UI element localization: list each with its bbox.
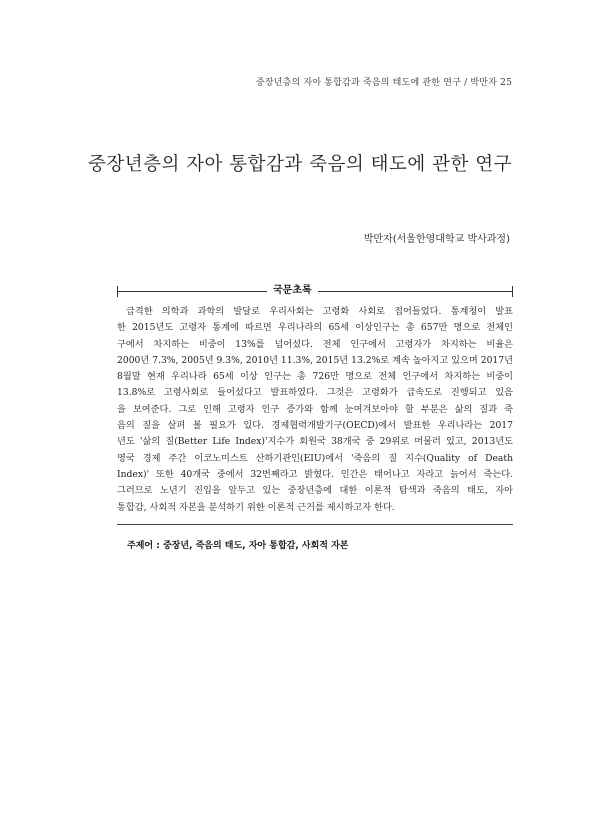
abstract-line: Index)' 또한 40개국 중에서 32번째라고 밝혔다. 인간은 태어나고 자라고 늙어서 죽는다. [117,468,513,480]
abstract-line: 년도 '삶의 질(Better Life Index)'지수가 회원국 38개국 중 29위로 머물러 있고, 2013년도 [117,436,513,448]
abstract-line: 을 보여준다. 그로 인해 고령자 인구 증가와 함께 눈여겨보아야 할 부분은 삶의 질과 죽 [117,403,513,415]
abstract-line: 2000년 7.3%, 2005년 9.3%, 2010년 11.3%, 2015년 13.2%로 계속 높아지고 있으며 2017년 [117,354,513,366]
abstract-rule-right-tick [512,286,513,297]
paper-title: 중장년층의 자아 통합감과 죽음의 태도에 관한 연구 [87,154,513,175]
abstract-line: 한 2015년도 고령자 통계에 따르면 우리나라의 65세 이상인구는 총 657만 명으로 전체인 [117,322,513,334]
abstract-heading: 국문초록 [267,283,318,299]
abstract-line: 음의 질을 살펴 볼 필요가 있다. 경제협력개발기구(OECD)에서 발표한 우리나라는 2017 [117,420,513,432]
running-header: 중장년층의 자아 통합감과 죽음의 태도에 관한 연구 / 박만자 25 [255,78,512,88]
abstract-line: 13.8%로 고령사회로 들어섰다고 발표하였다. 그것은 고령화가 급속도로 진행되고 있음 [117,387,513,399]
abstract-line: 영국 경제 주간 이코노미스트 산하기관인(EIU)에서 '죽음의 질 지수(Quality of Death [117,452,513,464]
abstract-line: 그러므로 노년기 진입을 앞두고 있는 중장년층에 대한 이론적 탐색과 죽음의 태도, 자아 [117,485,513,497]
abstract-rule-left-tick [117,286,118,297]
abstract-body [117,304,513,516]
abstract-bottom-rule [117,524,513,525]
abstract-line: 급격한 의학과 과학의 발달로 우리사회는 고령화 사회로 접어들었다. 통계청이 발표 [126,306,513,317]
abstract-line: 구에서 차지하는 비중이 13%를 넘어섰다. 전체 인구에서 고령자가 차지하는 비율은 [117,338,513,350]
abstract-line: 통합감, 사회적 자본을 분석하기 위한 이론적 근거를 제시하고자 한다. [117,501,395,513]
abstract-line: 8월말 현재 우리나라 65세 이상 인구는 총 726만 명으로 전체 인구에서 차지하는 비중이 [117,371,513,383]
keywords: 주제어 : 중장년, 죽음의 태도, 자아 통합감, 사회적 자본 [127,541,349,551]
author-affiliation: 박만자(서울한영대학교 박사과정) [363,234,510,245]
